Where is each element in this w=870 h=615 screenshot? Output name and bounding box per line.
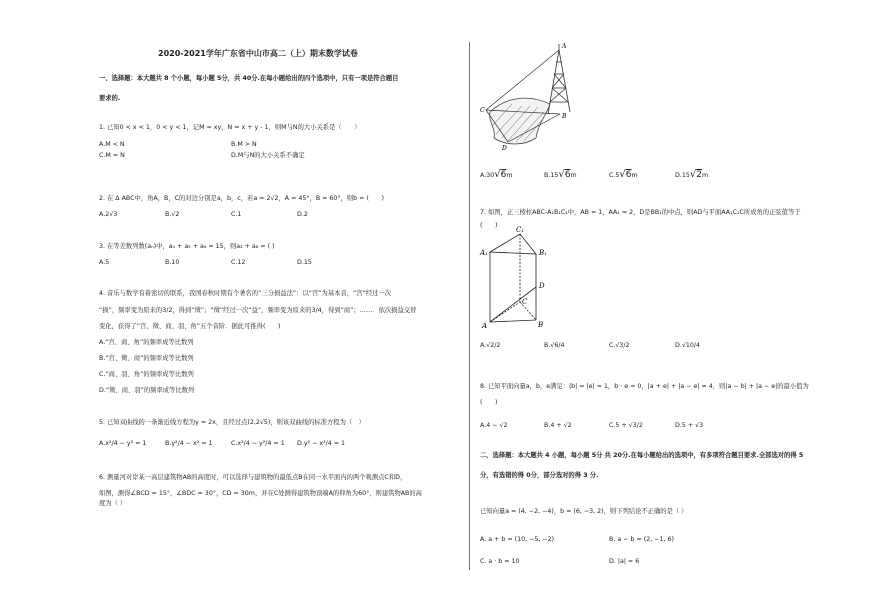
q8-stem-line2: ( ) [480,399,498,406]
q8-stem-line1: 8. 已知平面向量a，b，e满足：|b| = |e| = 1，b · e = 0，|a + e| + |a − e| = 4，则|a − b| + |a − e|的最小值为 [480,383,809,390]
q1-option-a: A.M < N [99,141,125,148]
sqrt-icon: √ [619,169,626,180]
q7-option-b: B.√6/4 [544,342,565,349]
q8-option-c: C.5 + √3/2 [609,422,643,429]
q8-option-b: B.4 + √2 [544,422,572,429]
fig7-label-a: A [482,322,488,330]
q4-option-d: D.“徵、商、羽”的频率成等比数列 [99,387,195,394]
fig7-label-c1: C₁ [516,226,525,234]
q4-line1: 4. 音乐与数学有着密切的联系，我国春秋时期有个著名的“三分损益法”：以“宫”为基本音，“宫”经过一次 [99,290,392,297]
q8-option-a: A.4 − √2 [480,422,508,429]
q3-option-c: C.12 [231,259,246,266]
q9-option-b: B. a − b = (2, −1, 6) [609,536,674,543]
q5-option-c: C.x²/4 − y²/4 = 1 [231,440,285,447]
q3-option-d: D.15 [297,259,312,266]
tower-figure [476,42,594,154]
fig6-label-a: A [562,43,567,50]
q2-option-a: A.2√3 [99,211,118,218]
q5-stem: 5. 已知双曲线的一条渐近线方程为y = 2x，且经过点(2,2√5)，则该双曲线的标准方程为（ ） [99,419,365,426]
q9-option-c: C. a · b = 10 [480,558,520,565]
q8-option-d: D.5 + √3 [675,422,704,429]
q6-option-b: B.15√6m [544,169,577,180]
page-title: 2020-2021学年广东省中山市高二（上）期末数学试卷 [158,49,358,58]
q1-stem: 1. 已知0 < x < 1，0 < y < 1，记M = xy，N = x + y - 1，则M与N的大小关系是（ ） [99,124,361,131]
sqrt-icon: √ [494,169,501,180]
fig6-label-c: C [480,107,485,114]
q7-option-c: C.√3/2 [609,342,630,349]
q6-line3: 度为（ ） [99,500,127,507]
q4-option-b: B.“宫、徵、商”的频率成等比数列 [99,355,194,362]
q1-option-b: B.M > N [231,141,257,148]
q4-option-a: A.“宫、商、角”的频率成等比数列 [99,339,194,346]
q2-option-b: B.√2 [165,211,180,218]
section1-heading: 一、选择题：本大题共 8 个小题，每小题 5分，共 40分.在每小题给出的四个选项中，只有一项是符合题目 [99,75,399,82]
q6-option-d: D.15√2m [675,169,709,180]
q6-option-c: C.5√6m [609,169,638,180]
q3-option-a: A.5 [99,259,110,266]
q3-option-b: B.10 [165,259,180,266]
q7-stem-line1: 7. 如图，正三棱柱ABC-A₁B₁C₁中，AB = 1，AA₁ = 2，D是BB₁的中点，则AD与平面AA₁C₁C所成角的正弦值等于 [480,209,801,216]
sqrt-icon: √ [558,169,565,180]
fig6-label-d: D [502,145,507,152]
q2-stem: 2. 在 Δ ABC中，角A，B，C的对边分别是a，b，c，若a = 2√2，A = 45°，B = 60°，则b = ( ) [99,195,384,202]
q7-stem-line2: ( ) [480,222,498,229]
column-divider [469,42,470,570]
q2-option-d: D.2 [297,211,308,218]
q4-line2: “损”，频率变为原来的3/2，得到“徵”；“徵”经过一次“益”，频率变为原来的3/4，得到“商”；……．依次损益交替 [99,307,417,314]
fig6-label-b: B [562,113,567,120]
q4-line3: 变化，获得了“宫、徵、商、羽、角”五个音阶．据此可推得( ) [99,323,281,330]
section2-heading-line1: 二、选择题：本大题共 4 小题，每小题 5分 共 20分.在每小题给出的选项中，有多项符合题目要求.全部选对的得 5 [480,452,804,459]
q1-option-c: C.M = N [99,152,125,159]
q5-option-a: A.x²/4 − y² = 1 [99,440,147,447]
q4-option-c: C.“商、羽、角”的频率成等比数列 [99,371,194,378]
fig7-label-c: C [522,298,528,306]
q3-stem: 3. 在等差数列数(aₙ)中，a₄ + a₅ + a₆ = 15，则a₂ + a₈ = ( ) [99,243,275,250]
q9-stem: 已知向量a = (4, −2, −4)，b = (6, −3, 2)，则下列结论不正确的是（ ） [480,508,688,515]
q6-line1: 6. 测量河对岸某一高层建筑物AB的高度时，可以选择与建筑物的最低点B在同一水平面内的两个观测点C和D， [99,474,407,481]
fig7-label-b1: B₁ [539,249,547,257]
sqrt-icon: √ [689,169,697,180]
q5-option-d: D.y² − x²/4 = 1 [297,440,346,447]
prism-figure [478,224,550,330]
q5-option-b: B.y²/4 − x² = 1 [165,440,213,447]
q6-option-a: A.30√6m [480,169,513,180]
fig7-label-b: B [538,321,544,329]
q7-option-a: A.√2/2 [480,342,501,349]
q6-line2: 如图，测得∠BCD = 15°，∠BDC = 30°，CD = 30m，并在C处测得建筑物顶端A的仰角为60°，则建筑物AB的高 [99,490,422,497]
fig7-label-a1: A₁ [480,249,488,257]
q7-option-d: D.√10/4 [675,342,701,349]
fig7-label-d: D [539,282,545,290]
q9-option-a: A. a + b = (10, −5, −2) [480,536,555,543]
q1-option-d: D.M与N的大小关系不确定 [231,152,305,159]
section2-heading-line2: 分，有选错的得 0分，部分选对的得 3 分. [480,472,599,479]
q2-option-c: C.1 [231,211,242,218]
section1-heading-cont: 要求的. [99,95,121,102]
q9-option-d: D. |a| = 6 [609,558,640,565]
